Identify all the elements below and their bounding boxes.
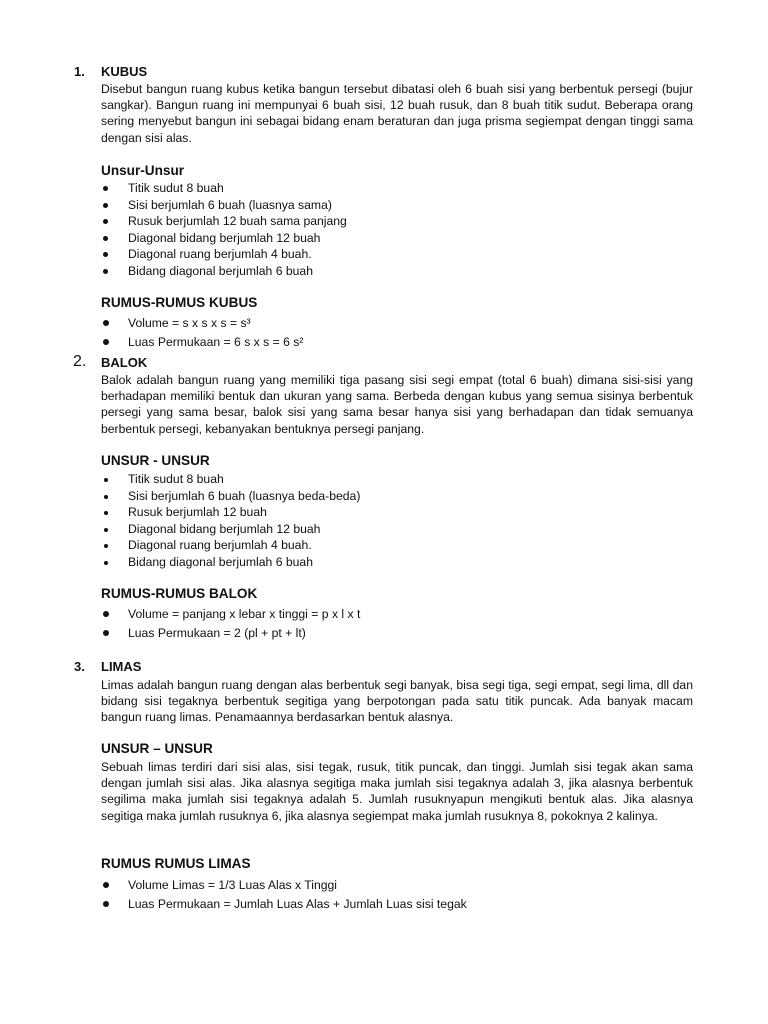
bullet-icon — [103, 219, 108, 224]
list-item: Rusuk berjumlah 12 buah — [101, 504, 360, 521]
list-item: Titik sudut 8 buah — [101, 471, 360, 488]
balok-rumus-list — [101, 605, 360, 643]
bullet-icon — [104, 528, 108, 532]
list-item: Diagonal ruang berjumlah 4 buah. — [101, 246, 347, 263]
bullet-icon — [103, 882, 109, 888]
list-item: Sisi berjumlah 6 buah (luasnya sama) — [101, 197, 347, 214]
bullet-icon — [104, 561, 108, 565]
bullet-icon — [103, 252, 108, 257]
kubus-rumus-list — [101, 314, 303, 352]
list-item: Diagonal bidang berjumlah 12 buah — [101, 230, 347, 247]
bullet-icon — [103, 611, 109, 617]
section-number-limas: 3. — [74, 659, 85, 674]
list-item: Titik sudut 8 buah — [101, 180, 347, 197]
section-title-limas: LIMAS — [101, 659, 142, 674]
limas-rumus-list — [101, 876, 467, 914]
bullet-icon — [104, 544, 108, 548]
list-item: Volume = s x s x s = s³ — [101, 314, 303, 333]
bullet-icon — [104, 511, 108, 515]
bullet-icon — [103, 339, 109, 345]
bullet-icon — [103, 320, 109, 326]
bullet-icon — [103, 630, 109, 636]
balok-description: Balok adalah bangun ruang yang memiliki tiga pasang sisi segi empat (total 6 buah) dimana sisi-sisi yang berhadapan memiliki bentuk dan ukuran yang sama. Berbeda dengan kubus yang semua sisinya berbentuk persegi yang sama besar, balok sisi yang sama besar hanya sisi yang berhadapan dan tidak semuanya berbentuk persegi, kebanyakan bentuknya persegi panjang. — [101, 373, 693, 436]
bullet-icon — [103, 186, 108, 191]
limas-unsur-description: Sebuah limas terdiri dari sisi alas, sisi tegak, rusuk, titik puncak, dan tinggi. Jumlah sisi tegak akan sama dengan jumlah sisi alas. Jika alasnya segitiga maka jumlah sisi tegaknya adalah 3, jika alasnya berbentuk segilima maka jumlah sisi tegaknya adalah 5. Jumlah rusuknyapun mengikuti bentuk alas. Jika alasnya segitiga maka jumlah rusuknya 6, jika alasnya segiempat maka jumlah rusuknya 8, pokoknya 2 kalinya. — [101, 760, 693, 823]
list-item: Volume Limas = 1/3 Luas Alas x Tinggi — [101, 876, 467, 895]
balok-rumus-heading: RUMUS-RUMUS BALOK — [101, 586, 258, 601]
section-title-kubus: KUBUS — [101, 64, 148, 79]
list-item: Diagonal ruang berjumlah 4 buah. — [101, 537, 360, 554]
bullet-icon — [103, 203, 108, 208]
kubus-description: Disebut bangun ruang kubus ketika bangun tersebut dibatasi oleh 6 buah sisi yang berbentuk persegi (bujur sangkar). Bangun ruang ini mempunyai 6 buah sisi, 12 buah rusuk, dan 8 buah titik sudut. Beberapa orang sering menyebut bangun ini sebagai bidang enam beraturan dan juga prisma segiempat dengan tinggi sama dengan sisi alas. — [101, 82, 693, 145]
balok-unsur-heading: UNSUR - UNSUR — [101, 453, 210, 468]
bullet-icon — [103, 901, 109, 907]
bullet-icon — [104, 478, 108, 482]
section-number-balok: 2. — [73, 353, 87, 370]
balok-unsur-list — [101, 471, 360, 570]
bullet-icon — [103, 269, 108, 274]
list-item: Bidang diagonal berjumlah 6 buah — [101, 263, 347, 280]
list-item: Sisi berjumlah 6 buah (luasnya beda-beda) — [101, 488, 360, 505]
kubus-unsur-heading: Unsur-Unsur — [101, 163, 185, 178]
section-title-balok: BALOK — [101, 355, 148, 370]
kubus-unsur-list — [101, 180, 347, 279]
list-item: Diagonal bidang berjumlah 12 buah — [101, 521, 360, 538]
bullet-icon — [104, 495, 108, 499]
list-item: Rusuk berjumlah 12 buah sama panjang — [101, 213, 347, 230]
list-item: Bidang diagonal berjumlah 6 buah — [101, 554, 360, 571]
list-item: Luas Permukaan = 6 s x s = 6 s² — [101, 333, 303, 352]
limas-description: Limas adalah bangun ruang dengan alas berbentuk segi banyak, bisa segi tiga, segi empat, segi lima, dll dan bidang sisi tegaknya berbentuk segitiga yang berpotongan pada satu titik puncak. Ada banyak macam bangun ruang limas. Penamaannya berdasarkan bentuk alasnya. — [101, 678, 693, 725]
bullet-icon — [103, 236, 108, 241]
section-number-kubus: 1. — [74, 64, 85, 79]
list-item: Luas Permukaan = 2 (pl + pt + lt) — [101, 624, 360, 643]
list-item: Luas Permukaan = Jumlah Luas Alas + Jumlah Luas sisi tegak — [101, 895, 467, 914]
limas-unsur-heading: UNSUR – UNSUR — [101, 741, 213, 756]
limas-rumus-heading: RUMUS RUMUS LIMAS — [101, 856, 251, 871]
list-item: Volume = panjang x lebar x tinggi = p x l x t — [101, 605, 360, 624]
kubus-rumus-heading: RUMUS-RUMUS KUBUS — [101, 295, 258, 310]
